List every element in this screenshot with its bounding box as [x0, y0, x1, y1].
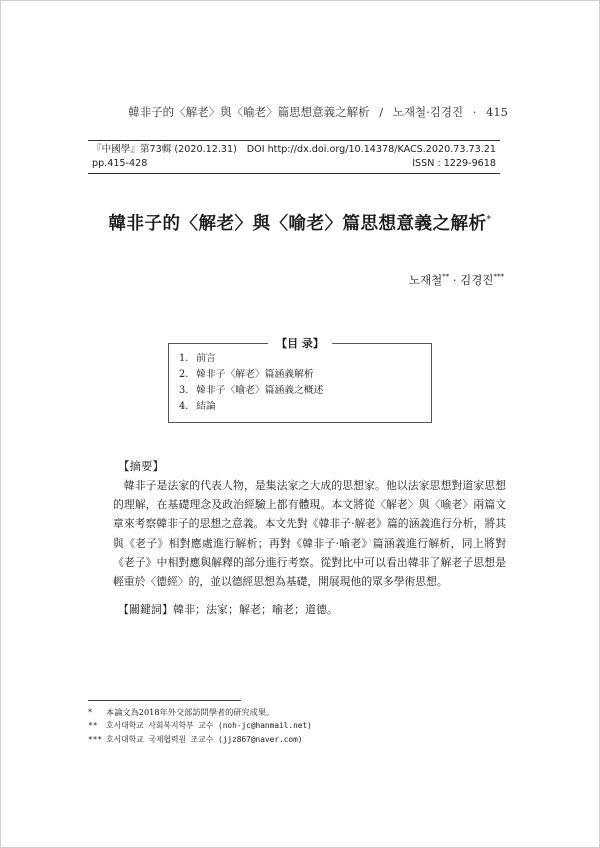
author-line	[409, 272, 504, 288]
footnote-mark: *	[88, 707, 93, 717]
page-number: 415	[486, 105, 508, 119]
toc-item-label: 韓非子〈喻老〉篇涵義之概述	[196, 385, 324, 396]
keywords-text: 韓非；法家；解老；喻老；道德。	[173, 603, 338, 616]
toc-item[interactable]	[179, 367, 323, 383]
author-first: 노재철	[408, 273, 443, 287]
abstract-body: 韓非子是法家的代表人物，是集法家之大成的思想家。他以法家思想對道家思想的理解，在基礎理念及政治經驗上都有體現。本文將從〈解老〉與〈喻老〉兩篇文章來考察韓非子的思想之意義。本文先對《韓非子·解老》篇的涵義進行分析，將其與《老子》相對應處進行解析；再對《韓非子·喻老》篇涵義進行解析，同上將對《老子》中相對應與解釋的部分進行考察。從對比中可以看出韓非了解老子思想是輕重於〈德經〉的，並以德經思想為基礎，開展現他的眾多學術思想。	[113, 479, 506, 589]
abstract-heading: 【摘要】	[118, 459, 164, 473]
author-second: 김경진	[460, 273, 494, 287]
keywords	[118, 601, 338, 617]
author-second-mark: ***	[493, 273, 504, 282]
toc-item-label: 結論	[196, 401, 216, 412]
toc-item[interactable]	[179, 383, 323, 399]
title-footnote-mark: *	[486, 215, 492, 226]
footnote-divider	[88, 700, 241, 701]
toc-item-number: 3.	[179, 385, 189, 396]
paper-title	[60, 210, 540, 235]
running-header-bullet: ·	[472, 105, 477, 119]
toc-item-number: 4.	[179, 401, 189, 412]
toc-item-number: 1.	[179, 353, 189, 364]
doi-link[interactable]: DOI http://dx.doi.org/10.14378/KACS.2020.73.73.21	[246, 144, 496, 155]
footnotes	[88, 705, 312, 747]
issn: ISSN : 1229-9618	[412, 158, 496, 169]
footnote	[88, 705, 312, 719]
toc-item[interactable]	[179, 351, 323, 367]
toc-title: 【目 录】	[268, 335, 332, 351]
running-header	[128, 104, 508, 120]
footnote-text: 本論文為2018年外交部訪問學者的研究成果。	[106, 707, 275, 717]
author-joiner: ·	[449, 273, 461, 287]
toc-item-label: 韓非子〈解老〉篇涵義解析	[196, 369, 314, 380]
footnote-text: 호서대학교 사회복지학부 교수 (noh-jc@hanmail.net)	[106, 721, 312, 730]
table-of-contents	[168, 337, 432, 423]
footnote-mark: **	[88, 721, 98, 730]
running-header-title: 韓非子的〈解老〉與〈喻老〉篇思想意義之解析	[128, 105, 370, 119]
toc-list	[179, 351, 323, 415]
footnote-text: 호서대학교 국제협력원 조교수 (jjz867@naver.com)	[106, 735, 303, 744]
paper-title-text: 韓非子的〈解老〉與〈喻老〉篇思想意義之解析	[108, 214, 487, 234]
running-header-separator: /	[379, 105, 384, 119]
toc-item[interactable]	[179, 399, 323, 415]
publication-meta	[88, 140, 500, 174]
footnote	[88, 719, 312, 733]
footnote-mark: ***	[88, 735, 103, 744]
toc-item-label: 前言	[196, 353, 216, 364]
journal-info: 『中國學』第73輯 (2020.12.31)	[92, 144, 237, 155]
author-first-mark: **	[442, 273, 450, 282]
running-header-authors: 노재철·김경진	[392, 105, 464, 119]
toc-item-number: 2.	[179, 369, 189, 380]
keywords-heading: 【關鍵詞】	[118, 603, 173, 616]
page-range: pp.415-428	[92, 158, 148, 169]
footnote	[88, 733, 312, 747]
